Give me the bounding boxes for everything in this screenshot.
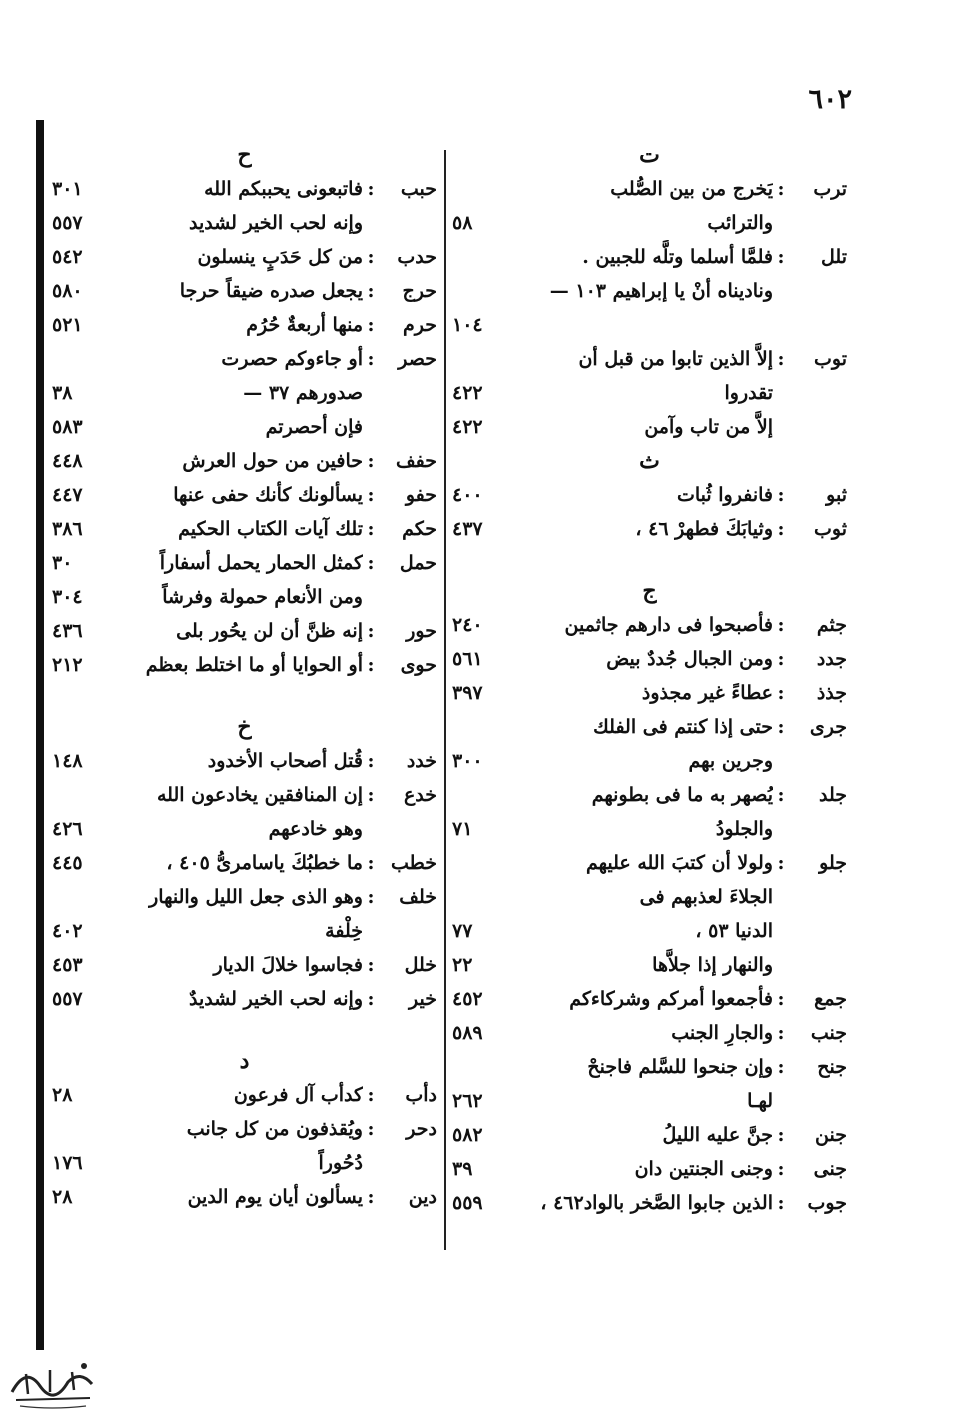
entry-root-word: حدب: [397, 246, 437, 268]
entry-page-reference: ١٠٤: [452, 314, 483, 336]
index-entry: [452, 172, 847, 206]
index-entry: [52, 342, 437, 376]
column-divider: [444, 150, 446, 1250]
entry-verse-text: والنهار إذا جلاَّها: [652, 954, 773, 976]
entry-root-word: خدع: [403, 784, 437, 806]
index-entry-continuation: [52, 206, 437, 240]
index-entry: [452, 1016, 847, 1050]
entry-page-reference: ٧٧: [452, 920, 473, 942]
index-entry-continuation: [452, 410, 847, 444]
entry-page-reference: ٢١٢: [52, 654, 83, 676]
index-entry: [452, 1050, 847, 1084]
entry-separator: :: [367, 654, 375, 676]
section-spacer: [452, 546, 847, 574]
entry-verse-text: وجنى الجنتين دان: [634, 1158, 773, 1180]
entry-page-reference: ٤٢٢: [452, 416, 483, 438]
index-entry-continuation: [452, 914, 847, 948]
section-letter-heading: ج: [642, 578, 657, 604]
entry-separator: :: [777, 1022, 785, 1044]
entry-verse-text: وإنه لحب الخير لشديدٌ: [188, 988, 363, 1010]
entry-separator: :: [367, 886, 375, 908]
entry-root-word: ثبو: [826, 484, 847, 506]
entry-verse-text: يسألونك كأنك حفى عنها: [173, 484, 363, 506]
index-column-left: [52, 138, 437, 1214]
index-entry: [52, 778, 437, 812]
index-entry-continuation: [52, 580, 437, 614]
index-column-right: [452, 138, 847, 1220]
entry-verse-text: قُتل أصحاب الأخدود: [207, 750, 363, 772]
entry-page-reference: ٢٦٢: [452, 1090, 483, 1112]
entry-page-reference: ٣٨: [52, 382, 73, 404]
entry-separator: :: [777, 348, 785, 370]
entry-root-word: حرم: [403, 314, 437, 336]
section-letter-heading: ت: [639, 142, 660, 168]
entry-verse-text: ومن الأنعام حمولة وفرشاً: [162, 586, 363, 608]
entry-verse-text: يجعل صدره ضيقاً حرجا: [179, 280, 363, 302]
entry-page-reference: ٢٢: [452, 954, 473, 976]
index-entry: [452, 1118, 847, 1152]
entry-verse-text: فانفروا ثُبات: [676, 484, 773, 506]
index-entry: [52, 1112, 437, 1146]
index-entry-continuation: [52, 812, 437, 846]
entry-verse-text: الجلاءَ لعذبهم فى: [639, 886, 773, 908]
entry-verse-text: وثيابَكَ فطهرْ ٤٦ ،: [635, 518, 773, 540]
index-entry: [452, 478, 847, 512]
entry-page-reference: ٥٥٩: [452, 1192, 483, 1214]
index-entry-continuation: [452, 948, 847, 982]
index-entry: [452, 676, 847, 710]
entry-root-word: جدد: [816, 648, 847, 670]
entry-root-word: دين: [408, 1186, 437, 1208]
index-entry-continuation: [452, 206, 847, 240]
entry-verse-text: منها أربعةٌ حُرُم: [246, 314, 363, 336]
index-entry-continuation: [452, 308, 847, 342]
entry-verse-text: من كل حَدَبٍ ينسلون: [197, 246, 363, 268]
entry-verse-text: حافين من حول العرش: [182, 450, 363, 472]
entry-root-word: حفف: [395, 450, 437, 472]
entry-verse-text: أو جاءوكم حصرت: [221, 348, 363, 370]
entry-page-reference: ٣٠١: [52, 178, 83, 200]
entry-root-word: جلو: [819, 852, 847, 874]
entry-root-word: جنب: [810, 1022, 847, 1044]
index-entry: [52, 274, 437, 308]
index-entry-continuation: [452, 744, 847, 778]
index-entry: [52, 982, 437, 1016]
entry-separator: :: [777, 1192, 785, 1214]
index-entry: [52, 1180, 437, 1214]
entry-root-word: دحر: [406, 1118, 437, 1140]
index-entry: [452, 778, 847, 812]
entry-page-reference: ٣٨٦: [52, 518, 83, 540]
entry-page-reference: ٤٤٧: [52, 484, 83, 506]
entry-verse-text: الدنيا ٥٣ ،: [695, 920, 773, 942]
entry-page-reference: ٤٢٦: [52, 818, 83, 840]
entry-verse-text: ويُقذفون من كل جانب: [186, 1118, 363, 1140]
index-entry: [52, 948, 437, 982]
entry-verse-text: فجاسوا خلالَ الديار: [213, 954, 363, 976]
entry-verse-text: إلاَّ الذين تابوا من قبل أن: [578, 348, 773, 370]
index-entry-continuation: [52, 410, 437, 444]
entry-verse-text: والجارِ الجنب: [671, 1022, 773, 1044]
index-entry: [452, 1152, 847, 1186]
entry-page-reference: ٥٤٢: [52, 246, 83, 268]
entry-verse-text: وجرين بهم: [688, 750, 773, 772]
entry-page-reference: ٤٣٦: [52, 620, 83, 642]
entry-separator: :: [367, 988, 375, 1010]
entry-separator: :: [777, 614, 785, 636]
index-entry: [452, 240, 847, 274]
entry-root-word: خلف: [399, 886, 437, 908]
entry-root-word: خلل: [404, 954, 437, 976]
entry-page-reference: ٤٤٥: [52, 852, 83, 874]
index-entry: [452, 608, 847, 642]
entry-separator: :: [367, 246, 375, 268]
entry-root-word: جرى: [809, 716, 847, 738]
index-entry-continuation: [452, 880, 847, 914]
entry-page-reference: ٢٨: [52, 1084, 73, 1106]
entry-page-reference: ٥٨٠: [52, 280, 83, 302]
entry-verse-text: يُصهر به ما فى بطونهم: [591, 784, 773, 806]
entry-separator: :: [367, 784, 375, 806]
entry-verse-text: لهـا: [747, 1090, 773, 1112]
entry-separator: :: [777, 1158, 785, 1180]
entry-root-word: جنح: [817, 1056, 847, 1078]
index-entry: [52, 512, 437, 546]
page-number: ٦٠٢: [808, 84, 852, 115]
entry-page-reference: ٤٢٢: [452, 382, 483, 404]
index-entry: [452, 512, 847, 546]
entry-verse-text: وهو الذى جعل الليل والنهار: [149, 886, 363, 908]
entry-verse-text: كدأب آل فرعون: [233, 1084, 363, 1106]
entry-root-word: خير: [409, 988, 437, 1010]
index-entry: [452, 982, 847, 1016]
entry-root-word: حوى: [400, 654, 437, 676]
entry-separator: :: [777, 246, 785, 268]
entry-verse-text: وإنه لحب الخير لشديد: [188, 212, 363, 234]
index-entry: [452, 1186, 847, 1220]
entry-verse-text: فأجمعوا أمركم وشركاءكم: [569, 988, 773, 1010]
entry-page-reference: ٣٠: [52, 552, 73, 574]
index-entry: [452, 342, 847, 376]
library-stamp-logo: [6, 1352, 98, 1412]
entry-separator: :: [777, 1056, 785, 1078]
entry-page-reference: ٥٨٣: [52, 416, 83, 438]
entry-root-word: توب: [814, 348, 847, 370]
index-entry: [452, 710, 847, 744]
entry-page-reference: ٤٤٨: [52, 450, 83, 472]
entry-verse-text: والترائب: [707, 212, 773, 234]
stamp-icon: [6, 1352, 98, 1412]
entry-verse-text: وإن جنحوا للسَّلم فاجنحْ: [587, 1056, 773, 1078]
entry-verse-text: كمثل الحمار يحمل أسفاراً: [159, 552, 363, 574]
index-entry: [52, 172, 437, 206]
entry-page-reference: ٤٠٢: [52, 920, 83, 942]
entry-verse-text: يَخرج من بين الصُّلب: [610, 178, 773, 200]
entry-separator: :: [367, 750, 375, 772]
entry-separator: :: [367, 1186, 375, 1208]
entry-page-reference: ٣٩٧: [452, 682, 483, 704]
index-entry: [52, 846, 437, 880]
index-entry: [52, 1078, 437, 1112]
entry-root-word: جنى: [813, 1158, 847, 1180]
entry-separator: :: [367, 314, 375, 336]
entry-root-word: تلل: [821, 246, 847, 268]
entry-root-word: جلد: [818, 784, 847, 806]
entry-root-word: حور: [406, 620, 437, 642]
entry-page-reference: ١٤٨: [52, 750, 83, 772]
index-entry: [52, 614, 437, 648]
index-entry: [452, 642, 847, 676]
entry-page-reference: ٥٢١: [52, 314, 83, 336]
entry-separator: :: [367, 620, 375, 642]
index-entry: [52, 308, 437, 342]
entry-verse-text: وهو خادعهم: [268, 818, 363, 840]
entry-separator: :: [367, 280, 375, 302]
entry-separator: :: [367, 348, 375, 370]
entry-page-reference: ٥٨٩: [452, 1022, 483, 1044]
entry-page-reference: ٢٨: [52, 1186, 73, 1208]
section-letter-heading: ث: [639, 448, 660, 474]
entry-page-reference: ٢٤٠: [452, 614, 483, 636]
entry-separator: :: [777, 852, 785, 874]
entry-page-reference: ٣٠٤: [52, 586, 83, 608]
entry-separator: :: [777, 716, 785, 738]
entry-verse-text: إلاَّ من تاب وآمن: [644, 416, 773, 438]
entry-page-reference: ٣٩: [452, 1158, 473, 1180]
index-entry: [52, 648, 437, 682]
index-entry-continuation: [452, 376, 847, 410]
index-entry: [52, 744, 437, 778]
entry-page-reference: ٤٠٠: [452, 484, 483, 506]
entry-verse-text: الذين جابوا الصَّخر بالواد٤٦٢ ،: [540, 1192, 773, 1214]
entry-verse-text: جنَّ عليه الليلُ: [662, 1124, 773, 1146]
entry-verse-text: أو الحوايا أو ما اختلط بعظم: [145, 654, 363, 676]
entry-separator: :: [777, 1124, 785, 1146]
entry-root-word: جنن: [815, 1124, 847, 1146]
entry-verse-text: وناديناه أنْ يا إبراهيم ١٠٣ —: [549, 280, 773, 302]
entry-verse-text: عطاءً غير مجذوذ: [641, 682, 773, 704]
entry-verse-text: خِلْفة: [325, 920, 363, 942]
entry-separator: :: [777, 784, 785, 806]
index-entry: [452, 846, 847, 880]
entry-verse-text: تلك آيات الكتاب الحكيم: [178, 518, 363, 540]
entry-page-reference: ٣٠٠: [452, 750, 483, 772]
index-entry: [52, 240, 437, 274]
entry-page-reference: ٥٨٢: [452, 1124, 483, 1146]
entry-verse-text: دُحُوراً: [318, 1152, 363, 1174]
entry-root-word: دأب: [405, 1084, 437, 1106]
entry-page-reference: ٤٥٢: [452, 988, 483, 1010]
entry-root-word: جثم: [816, 614, 847, 636]
section-letter-heading: ح: [237, 142, 252, 168]
index-entry-continuation: [452, 812, 847, 846]
entry-separator: :: [367, 1084, 375, 1106]
index-entry: [52, 478, 437, 512]
entry-separator: :: [777, 484, 785, 506]
entry-page-reference: ٥٥٧: [52, 988, 83, 1010]
section-spacer: [52, 1016, 437, 1044]
entry-root-word: خطب: [391, 852, 437, 874]
entry-separator: :: [367, 852, 375, 874]
entry-root-word: حصر: [398, 348, 437, 370]
section-letter-heading: د: [239, 1048, 250, 1074]
entry-separator: :: [367, 178, 375, 200]
index-entry-continuation: [52, 376, 437, 410]
entry-root-word: حبب: [400, 178, 437, 200]
entry-verse-text: صدورهم ٣٧ —: [243, 382, 363, 404]
entry-page-reference: ٥٨: [452, 212, 473, 234]
section-letter-heading: خ: [237, 714, 252, 740]
entry-root-word: خدد: [406, 750, 437, 772]
entry-separator: :: [777, 178, 785, 200]
entry-verse-text: فلمَّا أسلما وتلَّه للجبين .: [582, 246, 773, 268]
entry-page-reference: ١٧٦: [52, 1152, 83, 1174]
entry-separator: :: [367, 484, 375, 506]
entry-verse-text: تقدروا: [724, 382, 773, 404]
entry-separator: :: [367, 954, 375, 976]
entry-root-word: ثوب: [814, 518, 847, 540]
entry-separator: :: [777, 682, 785, 704]
entry-separator: :: [367, 450, 375, 472]
entry-root-word: جوب: [807, 1192, 847, 1214]
entry-separator: :: [367, 518, 375, 540]
index-entry-continuation: [52, 914, 437, 948]
index-entry: [52, 546, 437, 580]
entry-separator: :: [777, 518, 785, 540]
entry-verse-text: يسألون أيان يوم الدين: [187, 1186, 363, 1208]
entry-root-word: حكم: [402, 518, 437, 540]
entry-separator: :: [777, 988, 785, 1010]
entry-root-word: جمع: [814, 988, 847, 1010]
entry-root-word: حمل: [399, 552, 437, 574]
entry-separator: :: [367, 552, 375, 574]
entry-page-reference: ٥٦١: [452, 648, 483, 670]
entry-page-reference: ٤٥٣: [52, 954, 83, 976]
entry-verse-text: ومن الجبال جُددٌ بيض: [606, 648, 773, 670]
entry-page-reference: ٧١: [452, 818, 473, 840]
entry-separator: :: [777, 648, 785, 670]
entry-verse-text: فأصبحوا فى دارهم جاثمين: [564, 614, 773, 636]
index-entry: [52, 880, 437, 914]
page-spine-shadow: [36, 120, 44, 1350]
index-entry-continuation: [452, 274, 847, 308]
entry-verse-text: والجلودُ: [715, 818, 773, 840]
entry-root-word: جذذ: [816, 682, 847, 704]
index-entry-continuation: [452, 1084, 847, 1118]
entry-verse-text: إنه ظنَّ أن لن يحُور بلى: [176, 620, 363, 642]
entry-verse-text: حتى إذا كنتم فى الفلك: [593, 716, 773, 738]
entry-root-word: حرج: [402, 280, 437, 302]
entry-page-reference: ٤٣٧: [452, 518, 483, 540]
section-spacer: [52, 682, 437, 710]
entry-root-word: ترب: [813, 178, 847, 200]
entry-verse-text: إن المنافقين يخادعون الله: [157, 784, 363, 806]
entry-root-word: حفو: [405, 484, 437, 506]
entry-verse-text: فإن أحصرتم: [265, 416, 363, 438]
entry-separator: :: [367, 1118, 375, 1140]
entry-verse-text: ولولا أن كتبَ الله عليهم: [585, 852, 773, 874]
index-entry-continuation: [52, 1146, 437, 1180]
entry-verse-text: ما خطبُكَ ياسامرىُّ ٤٠٥ ،: [166, 852, 363, 874]
entry-verse-text: فاتبعونى يحببكم الله: [204, 178, 363, 200]
entry-page-reference: ٥٥٧: [52, 212, 83, 234]
index-entry: [52, 444, 437, 478]
